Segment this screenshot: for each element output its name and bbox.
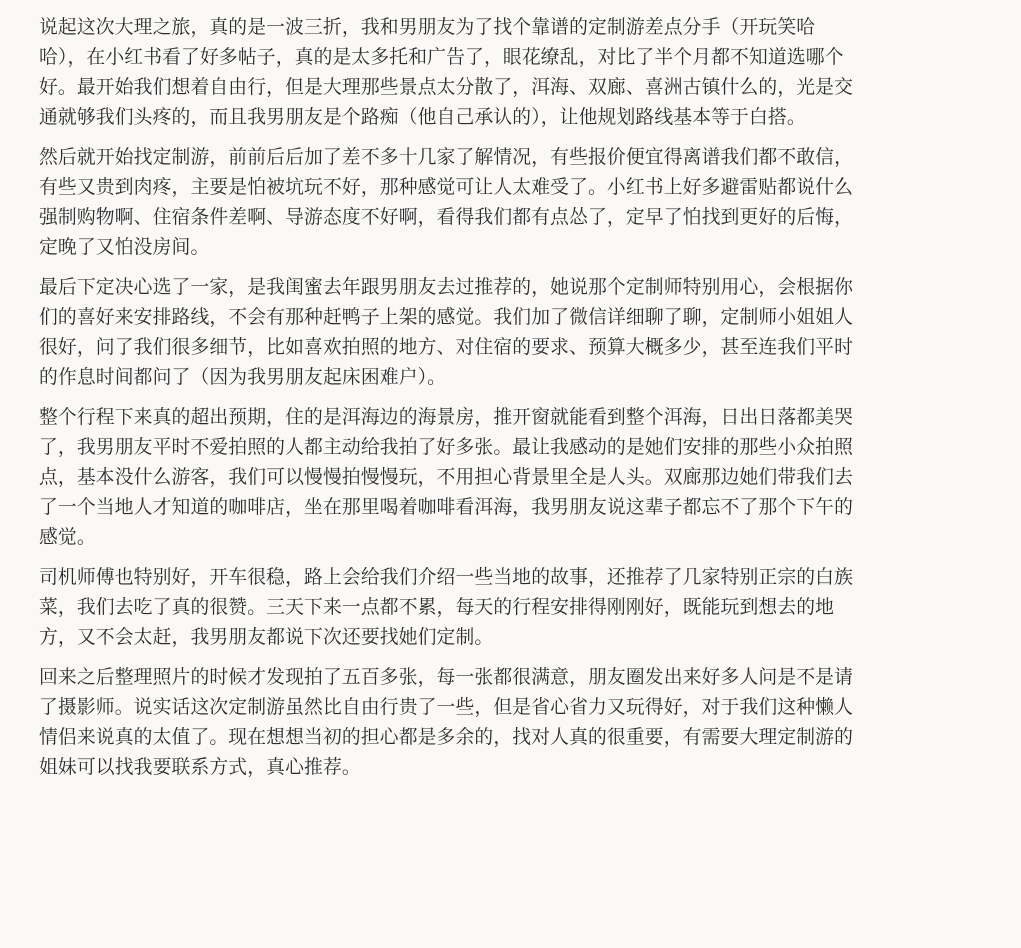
text-line: 整个行程下来真的超出预期，住的是洱海边的海景房，推开窗就能看到整个洱海，日出日落都美哭: [39, 407, 854, 428]
text-line: 菜，我们去吃了真的很赞。三天下来一点都不累，每天的行程安排得刚刚好，既能玩到想去的地: [39, 597, 835, 618]
text-line: 有些又贵到肉疼，主要是怕被坑玩不好，那种感觉可让人太难受了。小红书上好多避雷贴都说什么: [39, 177, 854, 198]
paragraph-1: [39, 13, 997, 133]
paragraph-6: [39, 663, 997, 783]
text-line: 回来之后整理照片的时候才发现拍了五百多张，每一张都很满意，朋友圈发出来好多人问是不是请: [39, 667, 854, 688]
text-line: 哈），在小红书看了好多帖子，真的是太多托和广告了，眼花缭乱，对比了半个月都不知道选哪个: [39, 47, 844, 68]
text-line: 了一个当地人才知道的咖啡店，坐在那里喝着咖啡看洱海，我男朋友说这辈子都忘不了那个下午的: [39, 497, 854, 518]
text-line: 很好，问了我们很多细节，比如喜欢拍照的地方、对住宿的要求、预算大概多少，甚至连我们平时: [39, 337, 854, 358]
text-line: 通就够我们头疼的，而且我男朋友是个路痴（他自己承认的），让他规划路线基本等于白搭。: [39, 107, 806, 128]
text-line: 方，又不会太赶，我男朋友都说下次还要找她们定制。: [39, 627, 494, 648]
text-line: 好。最开始我们想着自由行，但是大理那些景点太分散了，洱海、双廊、喜洲古镇什么的，光是交: [39, 77, 854, 98]
text-line: 强制购物啊、住宿条件差啊、导游态度不好啊，看得我们都有点怂了，定早了怕找到更好的后悔，: [39, 207, 854, 228]
paragraph-4: [39, 403, 997, 553]
paragraph-5: [39, 563, 997, 653]
text-line: 最后下定决心选了一家，是我闺蜜去年跟男朋友去过推荐的，她说那个定制师特别用心，会根据你: [39, 277, 854, 298]
text-line: 然后就开始找定制游，前前后后加了差不多十几家了解情况，有些报价便宜得离谱我们都不敢信，: [39, 147, 854, 168]
text-line: 司机师傅也特别好，开车很稳，路上会给我们介绍一些当地的故事，还推荐了几家特别正宗的白族: [39, 567, 854, 588]
text-line: 定晚了又怕没房间。: [39, 237, 210, 258]
text-line: 感觉。: [39, 527, 96, 548]
paragraph-3: [39, 273, 997, 393]
text-line: 了摄影师。说实话这次定制游虽然比自由行贵了一些，但是省心省力又玩得好，对于我们这种懒人: [39, 697, 854, 718]
text-line: 们的喜好来安排路线，不会有那种赶鸭子上架的感觉。我们加了微信详细聊了聊，定制师小姐姐人: [39, 307, 854, 328]
text-line: 点，基本没什么游客，我们可以慢慢拍慢慢玩，不用担心背景里全是人头。双廊那边她们带我们去: [39, 467, 854, 488]
text-line: 姐妹可以找我要联系方式，真心推荐。: [39, 757, 361, 778]
text-line: 了，我男朋友平时不爱拍照的人都主动给我拍了好多张。最让我感动的是她们安排的那些小众拍照: [39, 437, 854, 458]
paragraph-2: [39, 143, 997, 263]
text-line: 情侣来说真的太值了。现在想想当初的担心都是多余的，找对人真的很重要，有需要大理定制游的: [39, 727, 854, 748]
text-line: 说起这次大理之旅，真的是一波三折，我和男朋友为了找个靠谱的定制游差点分手（开玩笑哈: [39, 17, 816, 38]
text-line: 的作息时间都问了（因为我男朋友起床困难户）。: [39, 367, 447, 388]
